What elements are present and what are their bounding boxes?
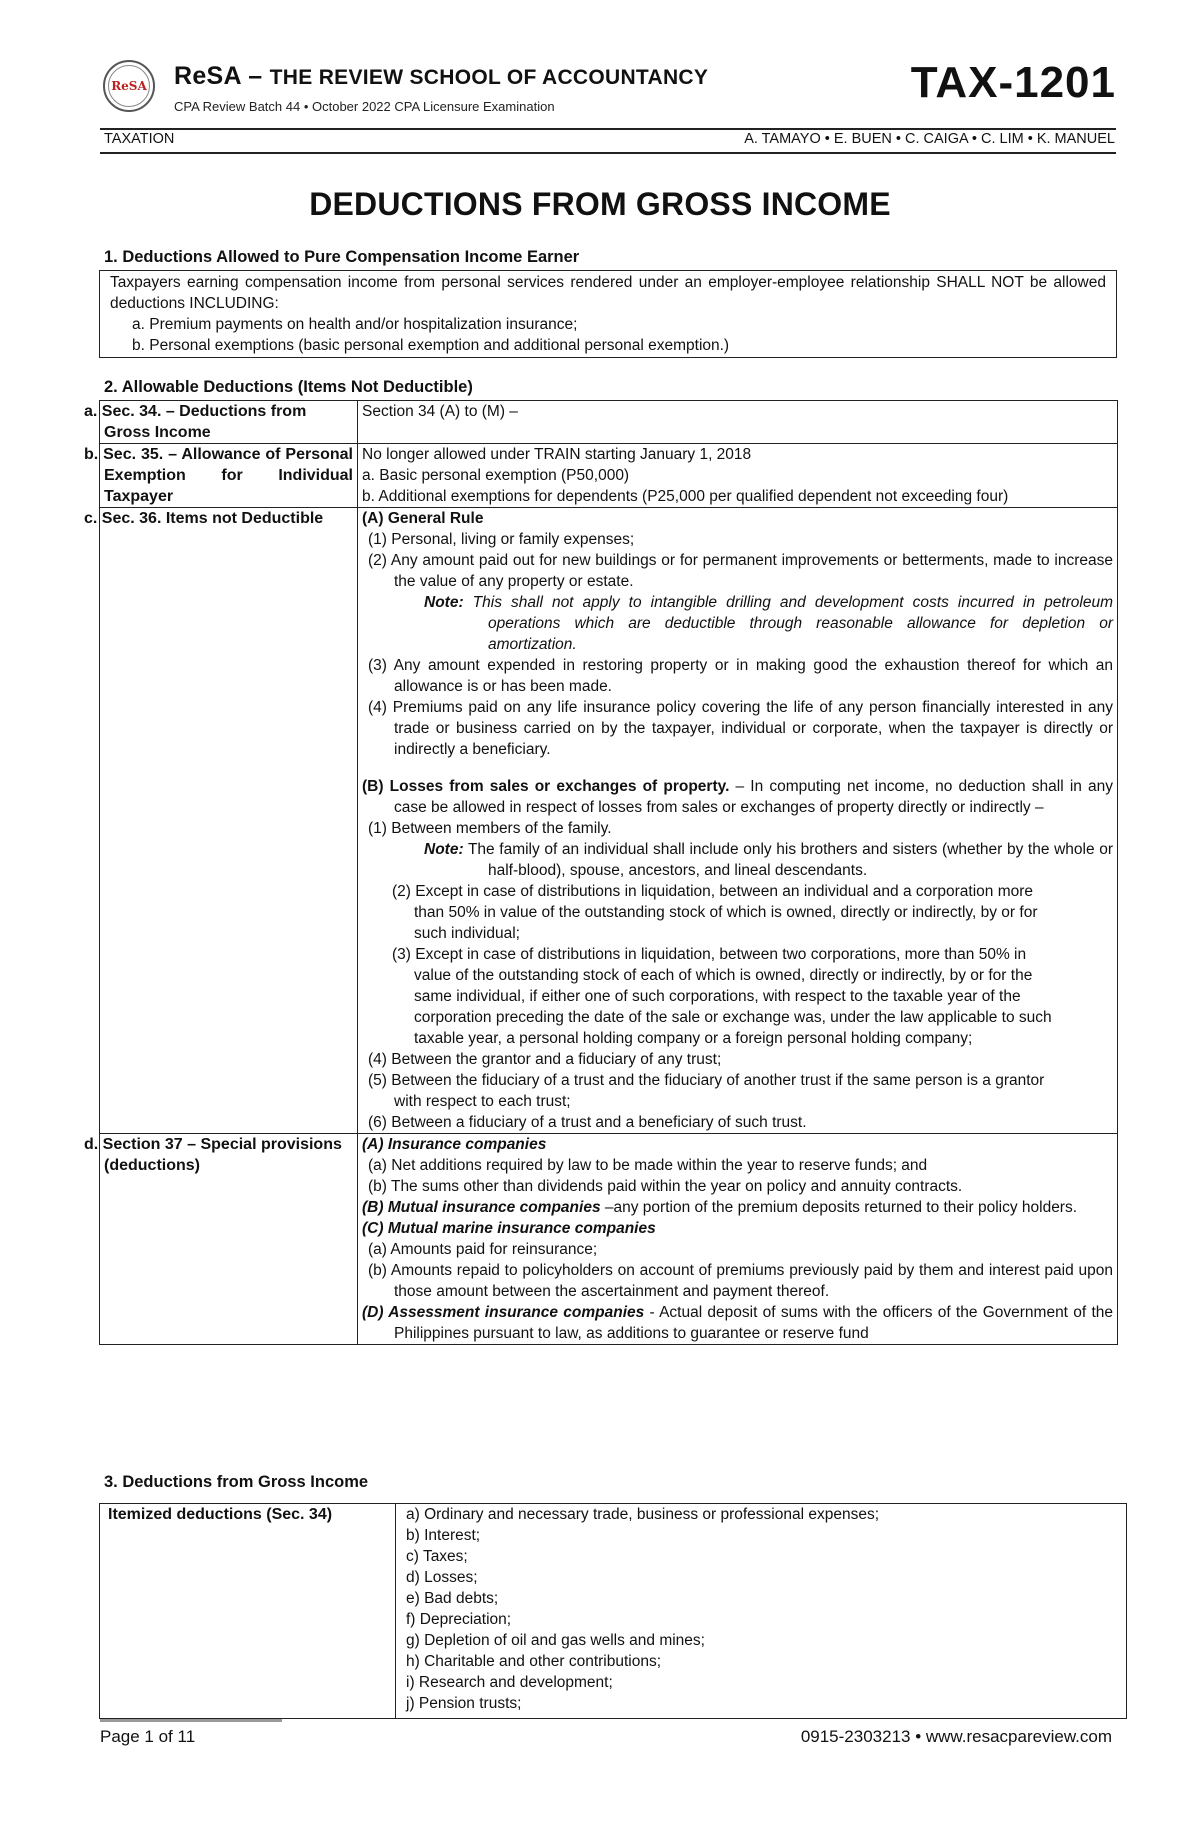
row-b-line1: No longer allowed under TRAIN starting January 1, 2018 bbox=[362, 446, 752, 463]
row-d-content bbox=[358, 1134, 1118, 1345]
authors: A. TAMAYO • E. BUEN • C. CAIGA • C. LIM • K. MANUEL bbox=[744, 131, 1115, 147]
allowable-deductions-table bbox=[84, 400, 1118, 1345]
row-c-b5: (5) Between the fiduciary of a trust and the fiduciary of another trust if the same person is a grantor with respect to each trust; bbox=[368, 1072, 1045, 1110]
row-d-label: d. Section 37 – Special provisions (deductions) bbox=[100, 1134, 358, 1345]
row-b-content bbox=[358, 444, 1118, 508]
list-item: d) Losses; bbox=[406, 1569, 478, 1586]
section-1-item-b: b. Personal exemptions (basic personal exemption and additional personal exemption.) bbox=[132, 337, 730, 354]
row-c-b6: (6) Between a fiduciary of a trust and a beneficiary of such trust. bbox=[368, 1114, 807, 1131]
section-1-box bbox=[99, 270, 1117, 358]
row-d-mutual: (B) Mutual insurance companies –any portion of the premium deposits returned to their policy holders. bbox=[362, 1199, 1078, 1216]
page-number: Page 1 of 11 bbox=[100, 1727, 196, 1746]
itemized-label: Itemized deductions (Sec. 34) bbox=[100, 1504, 396, 1719]
row-d-c-a: (a) Amounts paid for reinsurance; bbox=[368, 1241, 598, 1258]
table-row bbox=[100, 444, 1118, 508]
logo-text: ReSA bbox=[108, 65, 150, 107]
row-c-a2: (2) Any amount paid out for new buildings or for permanent improvements or betterments, made to increase the value of any property or estate. bbox=[368, 552, 1113, 590]
row-c-b1: (1) Between members of the family. bbox=[368, 820, 612, 837]
row-d-c-b: (b) Amounts repaid to policyholders on account of premiums previously paid by them and interest paid upon those amount between the ascertainment and payment thereof. bbox=[368, 1262, 1113, 1300]
note-label: Note: bbox=[424, 841, 464, 858]
contact-info: 0915-2303213 • www.resacpareview.com bbox=[800, 1727, 1112, 1746]
row-c-a3: (3) Any amount expended in restoring property or in making good the exhaustion thereof for which an allowance is or has been made. bbox=[368, 657, 1113, 695]
row-c-content bbox=[358, 508, 1118, 1134]
row-c-label: c. Sec. 36. Items not Deductible bbox=[100, 508, 358, 1134]
row-c-a1: (1) Personal, living or family expenses; bbox=[368, 531, 635, 548]
list-item: c) Taxes; bbox=[406, 1548, 468, 1565]
row-d-a-b: (b) The sums other than dividends paid within the year on policy and annuity contracts. bbox=[368, 1178, 963, 1195]
row-b-label: b. Sec. 35. – Allowance of Personal Exemption for Individual Taxpayer bbox=[100, 444, 358, 508]
itemized-deductions-table bbox=[99, 1503, 1127, 1719]
review-batch: CPA Review Batch 44 • October 2022 CPA Licensure Examination bbox=[174, 99, 555, 114]
row-c-b3: (3) Except in case of distributions in liquidation, between two corporations, more than 50% in value of the outstanding stock of each of which is owned, directly or indirectly, by or for the same individual, if either one of such corporations, with respect to the taxable year of the corporation preceding the date of the sale or exchange was, under the law applicable to such taxable year, a personal holding company or a foreign personal holding company; bbox=[392, 946, 1052, 1047]
itemized-list bbox=[396, 1504, 1127, 1719]
row-c-losses-heading: (B) Losses from sales or exchanges of property. bbox=[362, 778, 730, 795]
table-row bbox=[100, 508, 1118, 1134]
row-d-assessment: (D) Assessment insurance companies - Actual deposit of sums with the officers of the Government of the Philippines pursuant to law, as additions to guarantee or reserve fund bbox=[362, 1304, 1113, 1342]
section-1-heading: 1. Deductions Allowed to Pure Compensation Income Earner bbox=[104, 248, 580, 266]
row-c-b2: (2) Except in case of distributions in liquidation, between an individual and a corporation more than 50% in value of the outstanding stock of which is owned, directly or indirectly, by or for such individual; bbox=[392, 883, 1038, 942]
row-b-item-a: a. Basic personal exemption (P50,000) bbox=[362, 467, 630, 484]
subject: TAXATION bbox=[104, 131, 175, 147]
table-row bbox=[100, 401, 1118, 444]
header-divider-bottom bbox=[100, 152, 1116, 154]
list-item: a) Ordinary and necessary trade, business or professional expenses; bbox=[406, 1506, 879, 1523]
list-item: j) Pension trusts; bbox=[406, 1695, 522, 1712]
row-c-general-rule: (A) General Rule bbox=[362, 510, 484, 527]
list-item: f) Depreciation; bbox=[406, 1611, 512, 1628]
section-1-item-a: a. Premium payments on health and/or hospitalization insurance; bbox=[132, 316, 578, 333]
section-3-heading: 3. Deductions from Gross Income bbox=[104, 1473, 369, 1491]
brand-name: THE REVIEW SCHOOL OF ACCOUNTANCY bbox=[269, 66, 709, 89]
list-item: g) Depletion of oil and gas wells and mines; bbox=[406, 1632, 705, 1649]
row-d-insurance: (A) Insurance companies bbox=[362, 1136, 547, 1153]
page-title: DEDUCTIONS FROM GROSS INCOME bbox=[309, 186, 891, 222]
row-c-b4: (4) Between the grantor and a fiduciary of any trust; bbox=[368, 1051, 722, 1068]
row-c-losses: (B) Losses from sales or exchanges of property. – In computing net income, no deduction shall in any case be allowed in respect of losses from sales or exchanges of property directly or indirectly – bbox=[362, 778, 1114, 816]
row-a-content: Section 34 (A) to (M) – bbox=[358, 401, 1118, 444]
table-row bbox=[100, 1504, 1127, 1719]
list-item: i) Research and development; bbox=[406, 1674, 613, 1691]
list-item: h) Charitable and other contributions; bbox=[406, 1653, 662, 1670]
table-row bbox=[100, 1134, 1118, 1345]
spacer bbox=[362, 760, 1113, 776]
row-b-item-b: b. Additional exemptions for dependents (P25,000 per qualified dependent not exceeding four) bbox=[362, 488, 1009, 505]
school-logo bbox=[103, 60, 155, 112]
footer-divider bbox=[100, 1719, 282, 1722]
row-d-marine: (C) Mutual marine insurance companies bbox=[362, 1220, 656, 1237]
row-c-b1-note: Note: The family of an individual shall include only his brothers and sisters (whether by the whole or half-blood), spouse, ancestors, and lineal descendants. bbox=[424, 841, 1113, 879]
row-c-a2-note: Note: This shall not apply to intangible drilling and development costs incurred in petroleum operations which are deductible through reasonable allowance for depletion or amortization. bbox=[424, 594, 1113, 653]
row-c-a4: (4) Premiums paid on any life insurance policy covering the life of any person financially interested in any trade or business carried on by the taxpayer, individual or corporate, when the taxpayer is directly or indirectly a beneficiary. bbox=[368, 699, 1113, 758]
note-label: Note: bbox=[424, 594, 464, 611]
handout-code: TAX-1201 bbox=[910, 58, 1116, 107]
school-name bbox=[174, 62, 708, 91]
brand-prefix: ReSA – bbox=[174, 62, 270, 90]
list-item: b) Interest; bbox=[406, 1527, 481, 1544]
header-divider bbox=[100, 128, 1116, 130]
row-a-label: a. Sec. 34. – Deductions from Gross Income bbox=[100, 401, 358, 444]
section-1-text: Taxpayers earning compensation income from personal services rendered under an employer-employee relationship SHALL NOT be allowed deductions INCLUDING: bbox=[110, 274, 1106, 312]
row-d-a-a: (a) Net additions required by law to be made within the year to reserve funds; and bbox=[368, 1157, 928, 1174]
list-item: e) Bad debts; bbox=[406, 1590, 499, 1607]
section-2-heading: 2. Allowable Deductions (Items Not Deductible) bbox=[104, 378, 473, 396]
